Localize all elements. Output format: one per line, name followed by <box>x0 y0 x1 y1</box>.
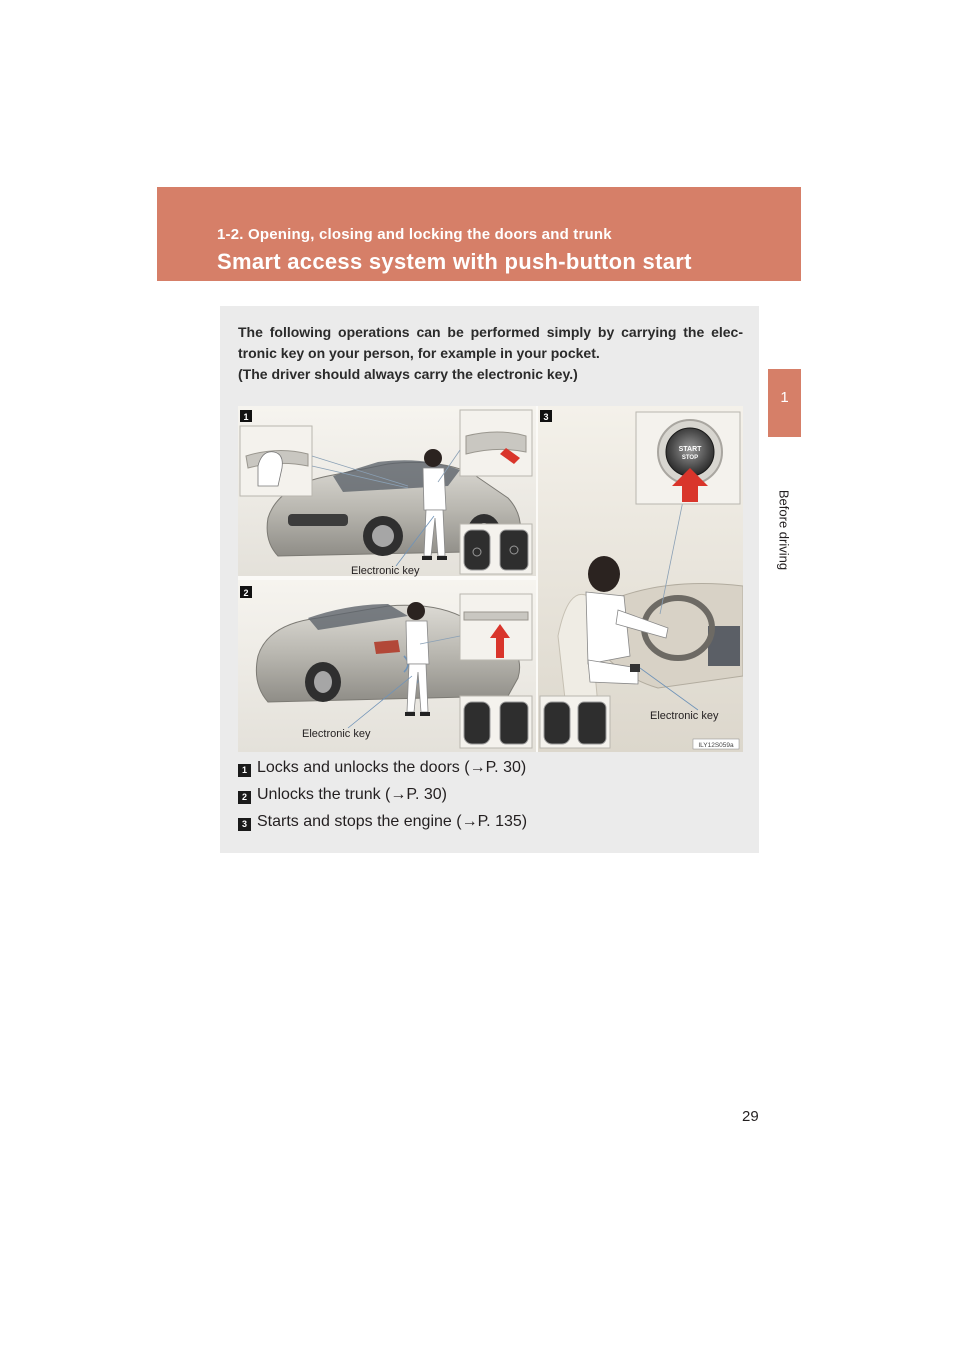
chapter-side-text: Before driving <box>776 489 792 571</box>
list-number-1: 1 <box>238 764 251 777</box>
list-item <box>238 812 738 838</box>
page-number: 29 <box>742 1108 759 1125</box>
list-number-2: 2 <box>238 791 251 804</box>
intro-line-2: tronic key on your person, for example in your pocket. <box>238 345 600 361</box>
list-item-text-1[interactable]: Locks and unlocks the doors (→P. 30) <box>257 759 527 776</box>
chapter-tab-number: 1 <box>780 389 789 406</box>
section-label: 1-2. Opening, closing and locking the doors and trunk <box>217 226 612 243</box>
list-item-text-2[interactable]: Unlocks the trunk (→P. 30) <box>257 786 448 803</box>
list-number-3: 3 <box>238 818 251 831</box>
list-item <box>238 785 738 811</box>
chapter-header <box>157 187 801 281</box>
panel-number-3-text: 3 <box>543 412 549 422</box>
image-code: ILY12S059a <box>698 742 734 749</box>
chapter-tab[interactable] <box>768 369 801 437</box>
intro-line-3: (The driver should always carry the electronic key.) <box>238 366 578 382</box>
illustration <box>238 406 743 752</box>
operation-list <box>238 758 738 839</box>
engine-button-text-1: START <box>678 446 702 453</box>
panel-3 <box>538 406 743 752</box>
list-item-text-3[interactable]: Starts and stops the engine (→P. 135) <box>257 813 528 830</box>
page-title: Smart access system with push-button start <box>217 249 692 274</box>
panel-number-2-text: 2 <box>243 588 249 598</box>
panel-2 <box>238 580 536 752</box>
intro-line-1: The following operations can be performed simply by carrying the elec- <box>238 324 743 340</box>
list-item <box>238 758 738 784</box>
chapter-side-label <box>752 470 816 590</box>
intro-text <box>238 322 743 385</box>
electronic-key-label-2: Electronic key <box>302 728 371 740</box>
panel-1 <box>238 406 536 577</box>
info-box <box>220 306 759 853</box>
engine-button-text-2: STOP <box>681 455 699 461</box>
panel-number-1-text: 1 <box>243 412 249 422</box>
electronic-key-label-1: Electronic key <box>351 565 420 577</box>
electronic-key-label-3: Electronic key <box>650 710 719 722</box>
